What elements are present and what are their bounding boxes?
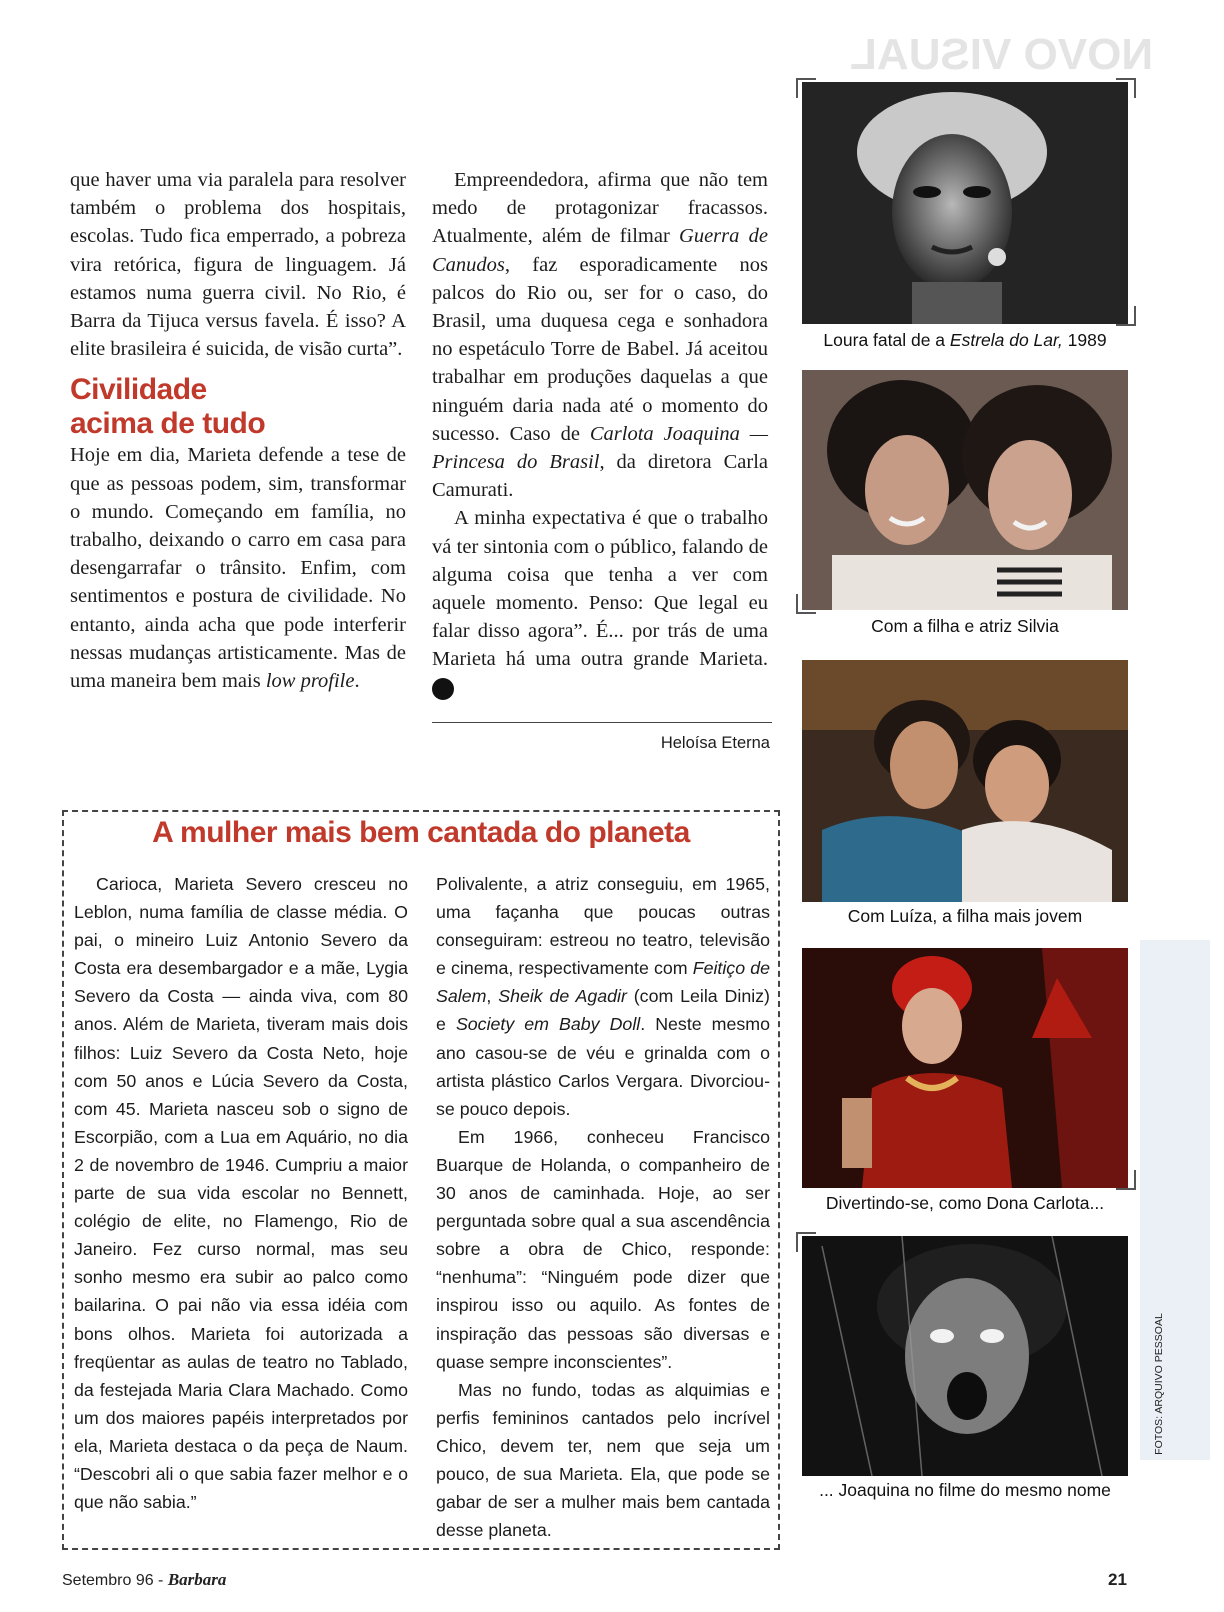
- page-number: 21: [1108, 1570, 1127, 1589]
- photo-joaquina-filme: [802, 1236, 1128, 1476]
- sidebar-paragraph: Em 1966, conheceu Francisco Buarque de Holanda, o companheiro de 30 anos de caminhada. Hoje, ao ser perguntada sobre qual a sua ascendência sobre a obra de Chico, responde: “nenhuma”: “Ninguém pode dizer que inspirou isso ou aquilo. As fontes de inspiração das pessoas são diversas e quase sempre inconscientes”.: [436, 1126, 770, 1372]
- author-name: Heloísa Eterna: [660, 734, 770, 752]
- photo-dona-carlota: [802, 948, 1128, 1188]
- page-footer-issue: [62, 1570, 226, 1590]
- text-italic: Carlota Joaquina — Princesa do Brasil: [432, 422, 768, 474]
- subheading-line-1: Civilidade: [70, 373, 207, 407]
- article-column-2: [432, 166, 768, 702]
- corner-mark: [796, 594, 816, 614]
- text-italic: low profile: [265, 670, 355, 693]
- caption-photo-1: [802, 330, 1128, 351]
- sidebar-column-2: [436, 870, 770, 1544]
- text-run: (com Leila Diniz) e: [436, 986, 770, 1035]
- caption-photo-4: Divertindo-se, como Dona Carlota...: [825, 1193, 1105, 1213]
- text-run: ,: [486, 986, 499, 1007]
- text-italic: Feitiço de Salem: [436, 958, 770, 1007]
- text-italic: Guerra de Canudos: [432, 225, 768, 276]
- corner-mark: [1116, 1170, 1136, 1190]
- article-paragraph: que haver uma via paralela para resolver também o problema dos hospitais, escolas. Tudo fica emperrado, a pobreza vira retórica, figura de linguagem. Já estamos numa guerra civil. No Rio, é Barra da Tijuca versus favela. É isso? A elite brasileira é suicida, de visão curta”.: [70, 169, 406, 361]
- article-subheading: [70, 373, 406, 441]
- corner-mark: [1116, 306, 1136, 326]
- subheading-line-2: acima de tudo: [70, 407, 266, 441]
- corner-mark: [796, 78, 816, 98]
- end-mark-icon: B: [432, 678, 454, 700]
- show-through-heading: NOVO VISUAL: [850, 30, 1154, 79]
- caption-italic: Estrela do Lar,: [949, 330, 1063, 350]
- photo-credit: FOTOS: ARQUIVO PESSOAL: [1153, 1313, 1165, 1455]
- photo-com-luiza: [802, 660, 1128, 902]
- sidebar-paragraph: Carioca, Marieta Severo cresceu no Leblon, numa família de classe média. O pai, o mineiro Luiz Antonio Severo da Costa era desembargador e a mãe, Lygia Severo da Costa — ainda viva, com 80 anos. Além de Marieta, tiveram mais dois filhos: Luiz Severo da Costa Neto, hoje com 50 anos e Lúcia Severo da Costa, com 45. Marieta nasceu sob o signo de Escorpião, com a Lua em Aquário, no dia 2 de novembro de 1946. Cumpriu a maior parte de sua vida escolar no Bennett, colégio de elite, no Flamengo, Rio de Janeiro. Fez curso normal, mas seu sonho mesmo era subir ao palco como bailarina. O pai não via essa idéia com bons olhos. Marieta foi autorizada a freqüentar as aulas de teatro no Tablado, da festejada Maria Clara Machado. Como um dos maiores papéis interpretados por ela, Marieta destaca o da peça de Naum. “Descobri ali o que sabia fazer melhor e o que não sabia.”: [74, 874, 408, 1513]
- sidebar-column-1: [74, 870, 408, 1516]
- text-italic: Society em Baby Doll: [455, 1014, 641, 1035]
- text-run: .: [354, 670, 360, 693]
- corner-mark: [1116, 78, 1136, 98]
- text-run: A minha expectativa é que o trabalho vá ter sintonia com o público, falando de alguma coisa que tenha a ver com aquele momento. Penso: Que legal eu falar disso agora”. É... por trás de uma Marieta há uma outra grande Marieta.: [432, 507, 768, 671]
- sidebar-paragraph: [436, 870, 770, 1123]
- footer-date: Setembro 96 -: [62, 1572, 168, 1589]
- footer-magazine: Barbara: [167, 1570, 227, 1589]
- text-run: , da diretora Carla Camurati.: [432, 451, 768, 502]
- article-paragraph: [432, 166, 768, 504]
- text-run: Empreendedora, afirma que não tem medo de protagonizar fracassos. Atualmente, além de filmar: [432, 169, 768, 248]
- text-run: Hoje em dia, Marieta defende a tese de que as pessoas podem, sim, transformar o mundo. Começando em família, no trabalho, deixando o carro em casa para desengarrafar o trânsito. Enfim, com sentimentos e postura de civilidade. No entanto, ainda acha que pode interferir nessas mudanças artisticamente. Mas de uma maneira bem mais: [70, 444, 406, 693]
- caption-text: 1989: [1062, 330, 1107, 350]
- text-run: , faz esporadicamente nos palcos do Rio ou, ser for o caso, do Brasil, uma duquesa cega e sonhadora no espetáculo Torre de Babel. Já aceitou trabalhar em produções daquelas a que ninguém daria nada até o momento do sucesso. Caso de: [432, 253, 768, 445]
- sidebar-title: A mulher mais bem cantada do planeta: [152, 816, 690, 849]
- corner-mark: [796, 1232, 816, 1252]
- caption-photo-5: ... Joaquina no filme do mesmo nome: [819, 1480, 1111, 1500]
- text-run: Polivalente, a atriz conseguiu, em 1965, uma façanha que poucas outras conseguiram: estreou no teatro, televisão e cinema, respectivamente com: [436, 874, 770, 979]
- author-rule: [432, 722, 772, 723]
- caption-photo-3: Com Luíza, a filha mais jovem: [847, 906, 1083, 926]
- sidebar-paragraph: Mas no fundo, todas as alquimias e perfis femininos cantados pelo incrível Chico, devem ter, nem que seja um pouco, de sua Marieta. Ela, que pode se gabar de ser a mulher mais bem cantada desse planeta.: [436, 1379, 770, 1541]
- photo-loura-fatal: [802, 82, 1128, 324]
- text-run: . Neste mesmo ano casou-se de véu e grinalda com o artista plástico Carlos Vergara. Divorciou-se pouco depois.: [436, 1014, 770, 1119]
- article-paragraph: [432, 504, 768, 701]
- text-italic: Sheik de Agadir: [498, 986, 627, 1007]
- article-column-1: [70, 166, 406, 695]
- show-through-block: [1140, 940, 1210, 1460]
- caption-text: Loura fatal de a: [823, 330, 950, 350]
- caption-photo-2: Com a filha e atriz Silvia: [871, 616, 1059, 636]
- article-paragraph: [70, 441, 406, 695]
- photo-com-silvia: [802, 370, 1128, 610]
